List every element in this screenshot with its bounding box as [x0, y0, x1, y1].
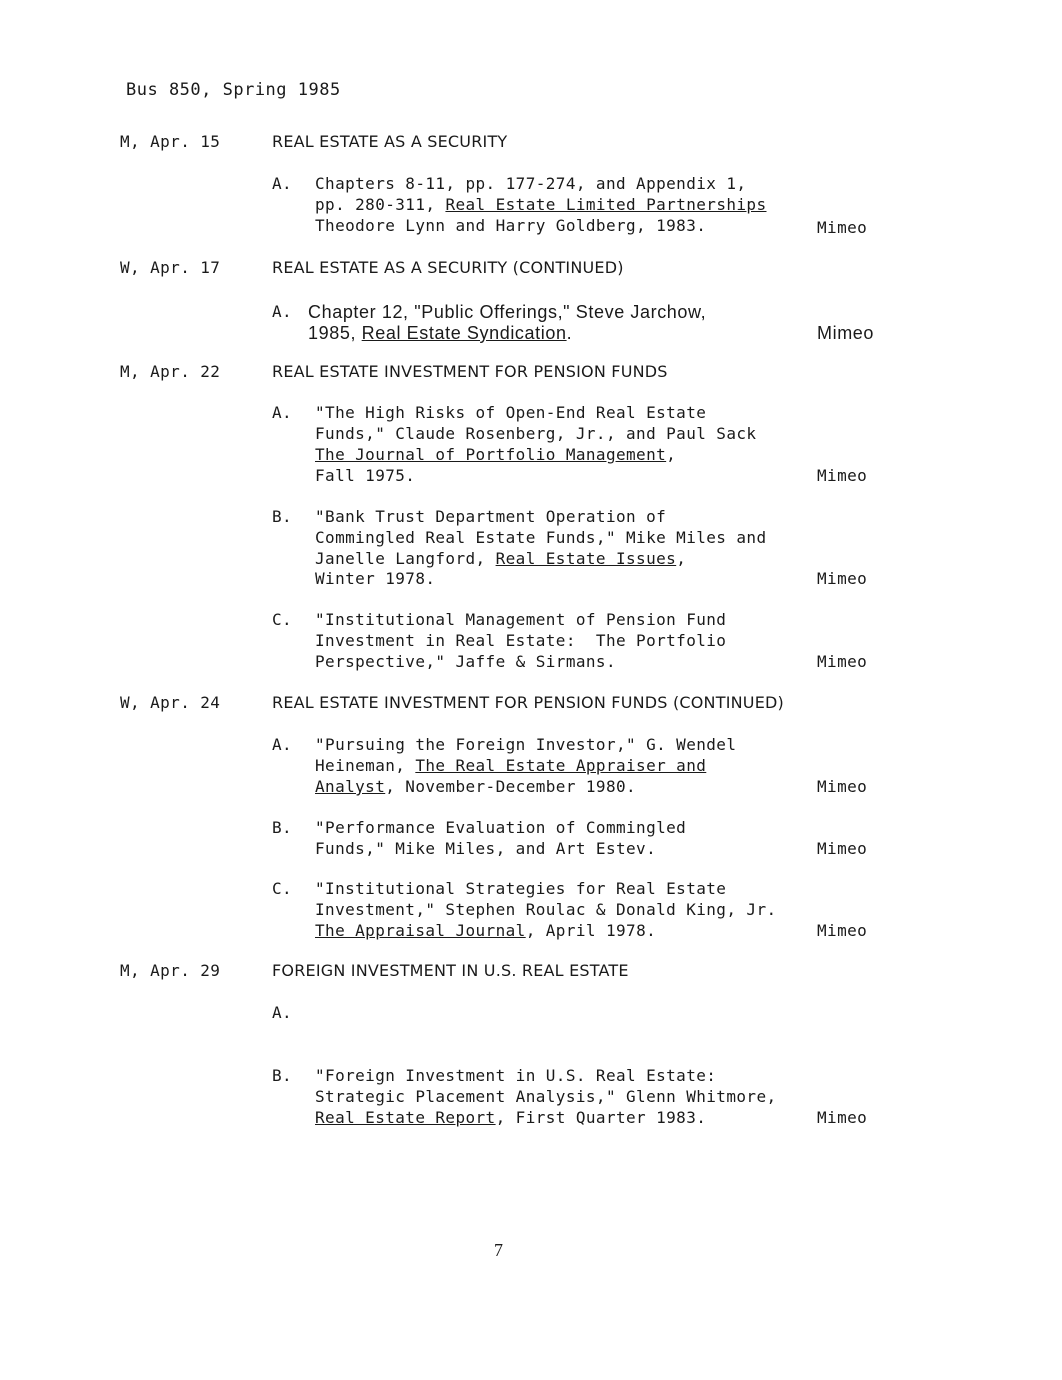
- reading-title: Real Estate Syndication: [361, 323, 567, 343]
- reading-letter: A.: [272, 1003, 293, 1022]
- mimeo-label: Mimeo: [817, 777, 868, 796]
- reading-title: Real Estate Report: [315, 1108, 496, 1127]
- reading-letter: A.: [272, 735, 293, 754]
- reading-line: Investment in Real Estate: The Portfolio: [315, 631, 727, 650]
- reading-letter: C.: [272, 610, 293, 629]
- reading-letter: A.: [272, 302, 293, 321]
- session-title: REAL ESTATE INVESTMENT FOR PENSION FUNDS (CONTINUED): [272, 693, 784, 712]
- mimeo-label: Mimeo: [817, 218, 868, 237]
- session-date: M, Apr. 15: [120, 132, 221, 151]
- session-title: FOREIGN INVESTMENT IN U.S. REAL ESTATE: [272, 961, 629, 980]
- mimeo-label: Mimeo: [817, 466, 868, 485]
- session-date: W, Apr. 24: [120, 693, 221, 712]
- reading-line: Fall 1975.: [315, 466, 416, 485]
- mimeo-label: Mimeo: [817, 839, 868, 858]
- reading-line: Chapter 12, "Public Offerings," Steve Jarchow,: [308, 302, 707, 322]
- reading-title: Real Estate Limited Partnerships: [445, 195, 767, 214]
- reading-line: "Institutional Management of Pension Fund: [315, 610, 727, 629]
- reading-line: The Appraisal Journal, April 1978.: [315, 921, 657, 940]
- reading-title: The Appraisal Journal: [315, 921, 526, 940]
- reading-letter: B.: [272, 507, 293, 526]
- mimeo-label: Mimeo: [817, 921, 868, 940]
- reading-line: Perspective," Jaffe & Sirmans.: [315, 652, 616, 671]
- reading-line: Chapters 8-11, pp. 177-274, and Appendix 1,: [315, 174, 747, 193]
- reading-letter: B.: [272, 1066, 293, 1085]
- reading-line: Funds," Mike Miles, and Art Estev.: [315, 839, 657, 858]
- session-date: M, Apr. 22: [120, 362, 221, 381]
- session-title: REAL ESTATE AS A SECURITY (CONTINUED): [272, 258, 624, 277]
- reading-line: 1985, Real Estate Syndication.: [308, 323, 573, 343]
- reading-line: Funds," Claude Rosenberg, Jr., and Paul Sack: [315, 424, 757, 443]
- reading-line: "The High Risks of Open-End Real Estate: [315, 403, 707, 422]
- mimeo-label: Mimeo: [817, 323, 875, 343]
- reading-title: The Journal of Portfolio Management: [315, 445, 667, 464]
- session-date: M, Apr. 29: [120, 961, 221, 980]
- reading-line: The Journal of Portfolio Management,: [315, 445, 677, 464]
- reading-title: Real Estate Issues: [495, 549, 677, 568]
- page-number: 7: [494, 1240, 503, 1260]
- reading-line: Janelle Langford, Real Estate Issues,: [315, 549, 687, 568]
- reading-line: Analyst, November-December 1980.: [315, 777, 637, 796]
- reading-title: The Real Estate Appraiser and: [415, 756, 707, 775]
- reading-letter: A.: [272, 174, 293, 193]
- reading-title: Analyst: [315, 777, 386, 796]
- mimeo-label: Mimeo: [817, 1108, 868, 1127]
- reading-line: Heineman, The Real Estate Appraiser and: [315, 756, 707, 775]
- reading-line: Theodore Lynn and Harry Goldberg, 1983.: [315, 216, 707, 235]
- mimeo-label: Mimeo: [817, 652, 868, 671]
- session-title: REAL ESTATE INVESTMENT FOR PENSION FUNDS: [272, 362, 668, 381]
- reading-letter: B.: [272, 818, 293, 837]
- reading-line: Commingled Real Estate Funds," Mike Miles and: [315, 528, 767, 547]
- session-title: REAL ESTATE AS A SECURITY: [272, 132, 508, 151]
- reading-line: "Foreign Investment in U.S. Real Estate:: [315, 1066, 717, 1085]
- reading-line: "Bank Trust Department Operation of: [315, 507, 667, 526]
- page-header: Bus 850, Spring 1985: [126, 80, 341, 100]
- reading-line: pp. 280-311, Real Estate Limited Partnerships: [315, 195, 767, 214]
- reading-line: Investment," Stephen Roulac & Donald King, Jr.: [315, 900, 777, 919]
- mimeo-label: Mimeo: [817, 569, 868, 588]
- reading-line: Strategic Placement Analysis," Glenn Whitmore,: [315, 1087, 777, 1106]
- reading-letter: A.: [272, 403, 293, 422]
- reading-line: Winter 1978.: [315, 569, 436, 588]
- reading-letter: C.: [272, 879, 293, 898]
- reading-line: Real Estate Report, First Quarter 1983.: [315, 1108, 707, 1127]
- reading-line: "Performance Evaluation of Commingled: [315, 818, 687, 837]
- reading-line: "Pursuing the Foreign Investor," G. Wendel: [315, 735, 737, 754]
- session-date: W, Apr. 17: [120, 258, 221, 277]
- reading-line: "Institutional Strategies for Real Estate: [315, 879, 727, 898]
